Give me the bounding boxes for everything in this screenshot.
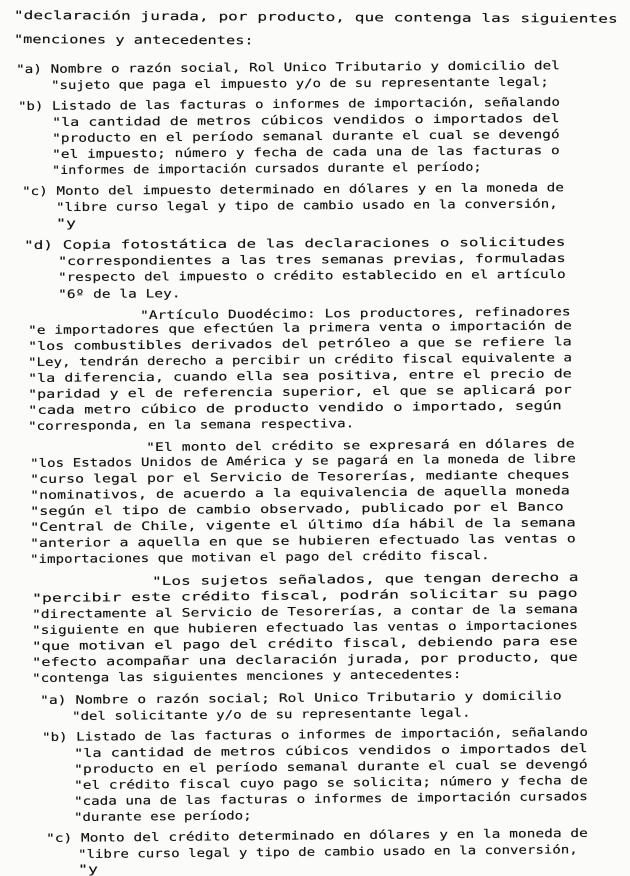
text-line: "nominativos, de acuerdo a la equivalencia de aquella moneda [30,483,570,502]
text-line: "6º de la Ley. [58,286,181,301]
text-line: "y [56,216,77,230]
text-line: "Los sujetos señalados, que tengan derecho a [152,569,579,588]
text-line: "menciones y antecedentes: [13,32,254,48]
text-line: "e importadores que efectúen la primera venta o importación de [28,318,572,337]
text-line: "el crédito fiscal cuyo pago se solicita; número y fecha de [74,773,588,792]
text-line: "del solicitante y/o de su representante legal. [72,705,471,723]
text-line: "cada metro cúbico de producto vendido o importado, según [28,398,562,417]
text-line: "anterior a aquella en que se hubieren efectuado las ventas o [30,531,576,550]
text-line: "siguiente en que hubieren efectuado las ventas o importaciones [32,617,578,637]
text-line: "informes de importación cursados durante el período; [52,159,482,177]
text-line: "percibir este crédito fiscal, podrán solicitar su pago [32,585,578,605]
text-line: "d) Copia fotostática de las declaraciones o solicitudes [24,234,566,252]
text-line: "los Estados Unidos de América y se pagará en la moneda de libre [30,451,576,470]
text-line: "la diferencia, cuando ella sea positiva, entre el precio de [28,366,572,385]
text-line: "c) Monto del crédito determinado en dólares y en la moneda de [46,825,588,845]
text-line: "directamente al Servicio de Tesorerías, a contar de la semana [32,601,578,621]
text-line: "producto en el período semanal durante el cual se devengó [74,757,588,776]
text-line: "corresponda, en la semana respectiva. [28,416,355,433]
text-line: "paridad y el de referencia superior, el que se aplicará por [28,382,572,401]
text-line: "b) Listado de las facturas o informes de importación, señalando [18,94,560,113]
text-line: "la cantidad de metros cúbicos vendidos o importados del [52,111,560,129]
text-line: "producto en el período semanal durante el cual se devengó [52,127,560,145]
text-line: "contenga las siguientes menciones y antecedentes: [32,666,462,685]
text-line: "El monto del crédito se expresará en dólares de [146,436,575,454]
text-line: "correspondientes a las tres semanas previas, formuladas [58,250,566,268]
text-line: "Ley, tendrán derecho a percibir un crédito fiscal equivalente a [28,350,573,369]
text-line: "según el tipo de cambio observado, publicado por el Banco [30,499,564,518]
text-line: "que motivan el pago del crédito fiscal, debiendo para ese [32,633,578,653]
text-line: "a) Nombre o razón social; Rol Unico Tributario y domicilio [40,688,562,707]
text-line: "a) Nombre o razón social, Rol Unico Tributario y domicilio del [16,58,560,76]
text-line: "respecto del impuesto o crédito establecido en el artículo [58,266,566,284]
text-line: "libre curso legal y tipo de cambio usado en la conversión, [78,842,578,861]
text-line: "b) Listado de las facturas o informes de importación, señalando [42,724,588,744]
text-line: "durante ese período; [74,808,252,824]
text-line: "y [78,862,99,876]
text-line: "efecto acompañar una declaración jurada, por producto, que [32,649,578,669]
text-line: "el impuesto; número y fecha de cada una de las facturas o [52,143,560,161]
text-line: "Artículo Duodécimo: Los productores, refinadores [140,304,571,322]
text-line: "Central de Chile, vigente el último día hábil de la semana [30,515,576,534]
text-line: "importaciones que motivan el pago del crédito fiscal. [30,547,490,566]
text-line: "c) Monto del impuesto determinado en dólares y en la moneda de [22,180,564,198]
text-line: "libre curso legal y tipo de cambio usado en la conversión, [56,196,558,214]
text-line: "la cantidad de metros cúbicos vendidos o importados del [74,741,588,760]
text-line: "sujeto que paga el impuesto y/o de su representante legal; [51,74,549,92]
text-line: "curso legal por el Servicio de Tesorerías, mediante cheques [30,467,570,486]
text-line: "declaración jurada, por producto, que contenga las siguientes [13,8,618,26]
text-line: "los combustibles derivados del petróleo a que se refiere la [28,334,572,353]
text-line: "cada una de las facturas o informes de importación cursados [74,789,588,808]
